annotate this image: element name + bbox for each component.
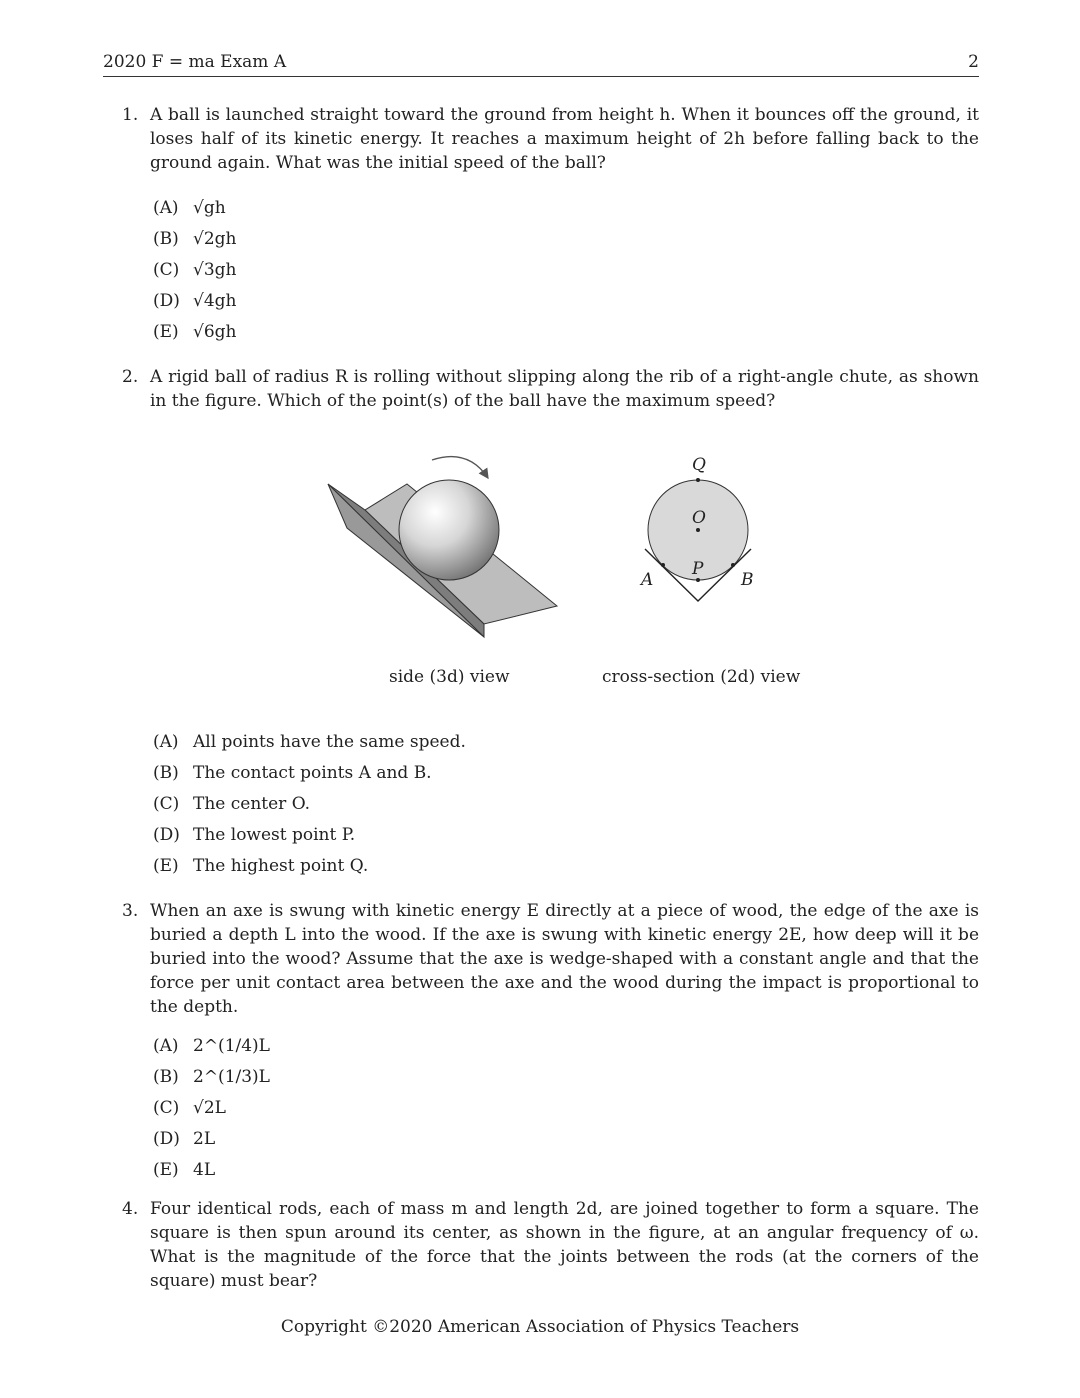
- choice-e[interactable]: [153, 854, 368, 878]
- choice-label: (E): [153, 856, 179, 876]
- label-o: O: [692, 508, 706, 528]
- choice-label: (A): [153, 732, 179, 752]
- choice-d[interactable]: [153, 1127, 215, 1151]
- point-a-dot: [661, 563, 665, 567]
- point-q-dot: [696, 478, 700, 482]
- choice-text: √2gh: [193, 229, 237, 249]
- choice-text: The contact points A and B.: [193, 763, 432, 783]
- choice-label: (B): [153, 229, 179, 249]
- choice-label: (D): [153, 291, 180, 311]
- choice-label: (A): [153, 198, 179, 218]
- question-number: 1.: [122, 105, 139, 125]
- copyright-footer: Copyright ©2020 American Association of Physics Teachers: [280, 1317, 800, 1337]
- label-q: Q: [692, 455, 706, 475]
- choice-label: (D): [153, 825, 180, 845]
- cross-section-view: [639, 455, 754, 601]
- choice-text: 4L: [193, 1160, 216, 1180]
- choice-text: The highest point Q.: [193, 856, 369, 876]
- choice-label: (A): [153, 1036, 179, 1056]
- choice-d[interactable]: [153, 823, 355, 847]
- point-b-dot: [731, 563, 735, 567]
- choice-label: (C): [153, 794, 180, 814]
- choice-label: (E): [153, 1160, 179, 1180]
- choice-text: The lowest point P.: [193, 825, 356, 845]
- choice-c[interactable]: [153, 792, 310, 816]
- question-text: Four identical rods, each of mass m and length 2d, are joined together to form a square. The square is then spun around its center, as shown in the figure, at an angular frequency of ω. What is the magnitude of the force that the joints between the rods (at the corners of the square) must bear?: [150, 1199, 979, 1291]
- choice-c[interactable]: [153, 1096, 226, 1120]
- choice-label: (E): [153, 322, 179, 342]
- question-3: [122, 899, 979, 1019]
- choice-label: (C): [153, 260, 180, 280]
- question-text: A rigid ball of radius R is rolling without slipping along the rib of a right-angle chute, as shown in the figure. Which of the point(s) of the ball have the maximum speed?: [150, 367, 979, 411]
- question-number: 3.: [122, 901, 139, 921]
- choice-b[interactable]: [153, 1065, 270, 1089]
- label-p: P: [692, 559, 704, 579]
- choice-text: All points have the same speed.: [193, 732, 466, 752]
- question-number: 4.: [122, 1199, 139, 1219]
- choice-label: (D): [153, 1129, 180, 1149]
- question-text: When an axe is swung with kinetic energy E directly at a piece of wood, the edge of the axe is buried a depth L into the wood. If the axe is swung with kinetic energy 2E, how deep will it be buried into the wood? Assume that the axe is wedge-shaped with a constant angle and that the force per unit contact area between the axe and the wood during the impact is proportional to the depth.: [150, 901, 979, 1017]
- cross-section-caption: cross-section (2d) view: [602, 667, 801, 687]
- choice-text: 2^(1/3)L: [193, 1067, 270, 1087]
- choice-a[interactable]: [153, 730, 466, 754]
- choice-text: √6gh: [193, 322, 237, 342]
- label-b: B: [741, 570, 754, 590]
- side-view: [328, 457, 557, 637]
- exam-title: 2020 F = ma Exam A: [103, 52, 287, 72]
- choice-text: The center O.: [193, 794, 311, 814]
- choice-label: (B): [153, 763, 179, 783]
- choice-text: √3gh: [193, 260, 237, 280]
- ball-3d: [399, 480, 499, 580]
- point-o-dot: [696, 528, 700, 532]
- rotation-arrow-icon: [432, 457, 488, 478]
- choice-text: √4gh: [193, 291, 237, 311]
- label-a: A: [641, 570, 654, 590]
- choice-e[interactable]: [153, 1158, 215, 1182]
- choice-text: 2^(1/4)L: [193, 1036, 270, 1056]
- choice-text: √gh: [193, 198, 226, 218]
- choice-label: (C): [153, 1098, 180, 1118]
- question-text: A ball is launched straight toward the ground from height h. When it bounces off the ground, it loses half of its kinetic energy. It reaches a maximum height of 2h before falling back to the ground again. What was the initial speed of the ball?: [150, 105, 979, 173]
- side-view-caption: side (3d) view: [389, 667, 510, 687]
- choice-text: √2L: [193, 1098, 226, 1118]
- question-number: 2.: [122, 367, 139, 387]
- choice-a[interactable]: [153, 1034, 270, 1058]
- page-number: 2: [968, 52, 979, 72]
- choice-text: 2L: [193, 1129, 216, 1149]
- choice-label: (B): [153, 1067, 179, 1087]
- choice-b[interactable]: [153, 761, 432, 785]
- question-4: [122, 1197, 979, 1293]
